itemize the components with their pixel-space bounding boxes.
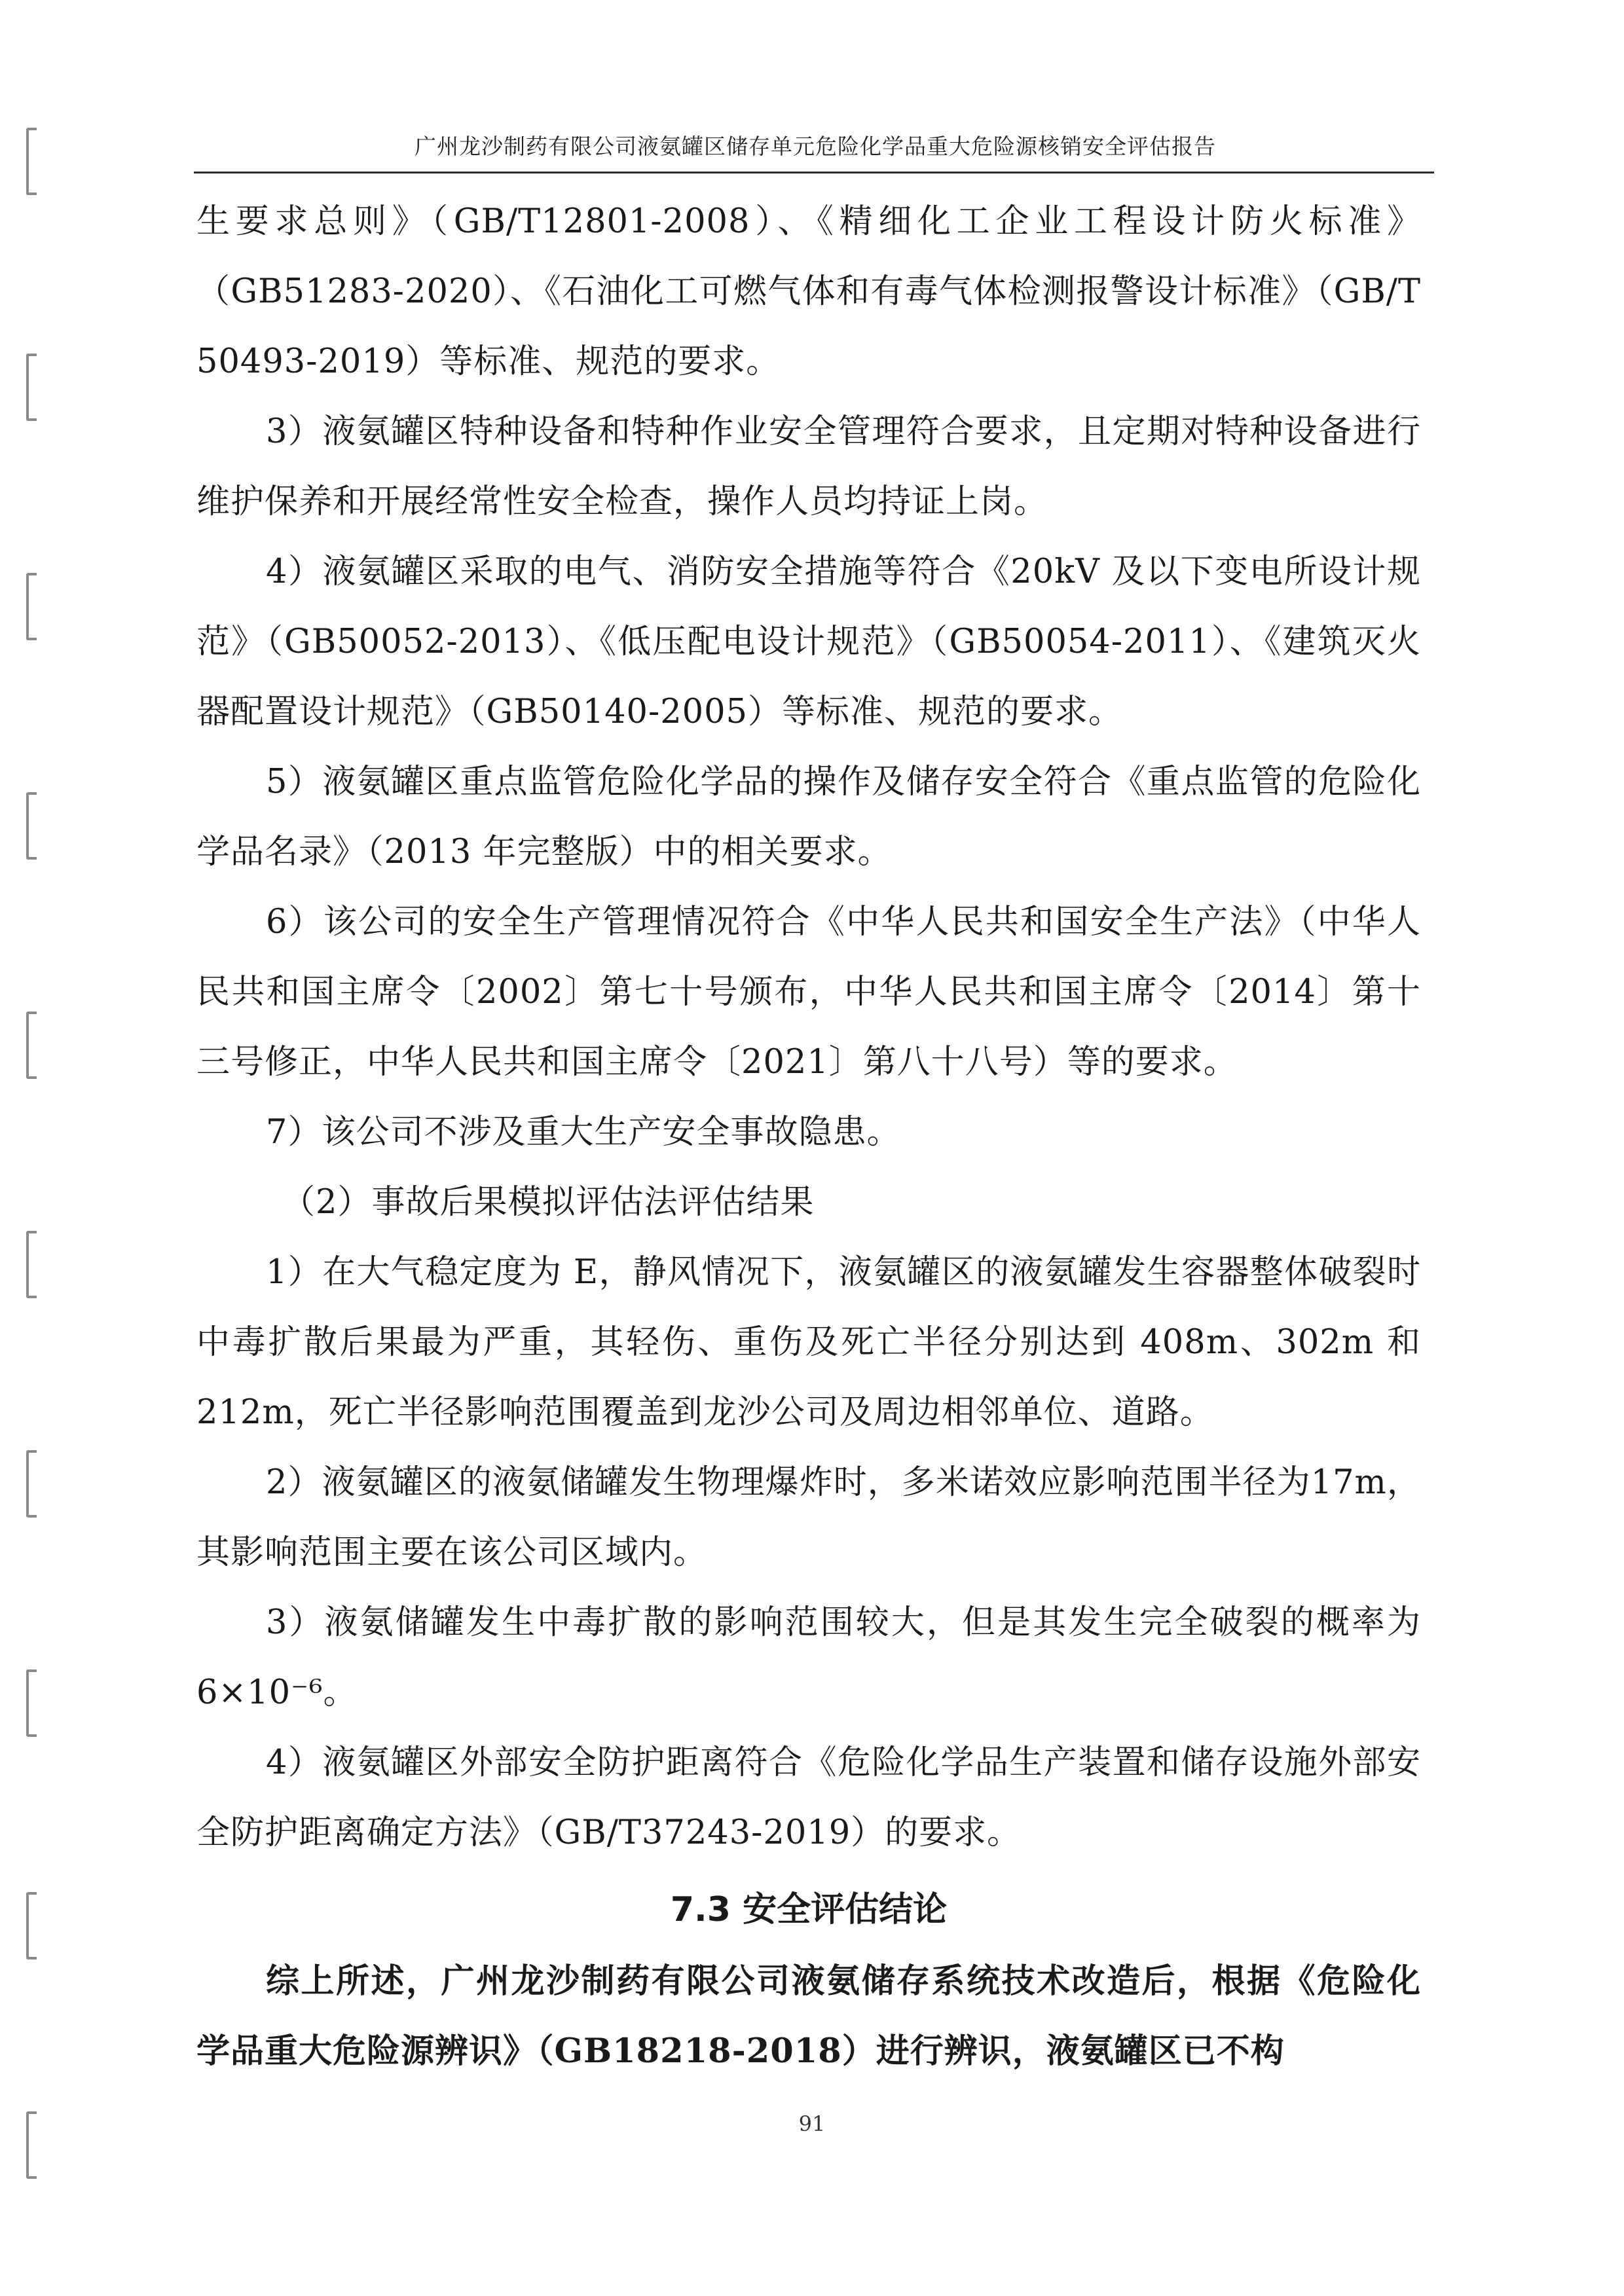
binder-mark <box>26 792 37 860</box>
binder-mark <box>26 1011 37 1079</box>
paragraph-result-4: 4）液氨罐区外部安全防护距离符合《危险化学品生产装置和储存设施外部安全防护距离确定方法》（GB/T37243-2019）的要求。 <box>196 1743 1421 1852</box>
document-body <box>196 187 1421 2086</box>
page-number: 91 <box>798 2111 826 2136</box>
paragraph-item-5: 5）液氨罐区重点监管危险化学品的操作及储存安全符合《重点监管的危险化学品名录》（2013 年完整版）中的相关要求。 <box>196 763 1421 871</box>
paragraph-item-4: 4）液氨罐区采取的电气、消防安全措施等符合《20kV 及以下变电所设计规范》（GB50052-2013）、《低压配电设计规范》（GB50054-2011）、《建筑灭火器配置设计规范》（GB50140-2005）等标准、规范的要求。 <box>196 553 1421 731</box>
running-header: 广州龙沙制药有限公司液氨罐区储存单元危险化学品重大危险源核销安全评估报告 <box>415 134 1216 159</box>
conclusion-paragraph: 综上所述，广州龙沙制药有限公司液氨储存系统技术改造后，根据《危险化学品重大危险源辨识》（GB18218-2018）进行辨识，液氨罐区已不构 <box>196 1961 1421 2071</box>
paragraph-continuation: 生要求总则》（GB/T12801-2008）、《精细化工企业工程设计防火标准》（GB51283-2020）、《石油化工可燃气体和有毒气体检测报警设计标准》（GB/T 50493-2019）等标准、规范的要求。 <box>196 202 1421 381</box>
header-rule <box>194 172 1434 173</box>
paragraph-result-1: 1）在大气稳定度为 E，静风情况下，液氨罐区的液氨罐发生容器整体破裂时中毒扩散后果最为严重，其轻伤、重伤及死亡半径分别达到 408m、302m 和 212m，死亡半径影响范围覆盖到龙沙公司及周边相邻单位、道路。 <box>196 1253 1421 1432</box>
paragraph-result-2: 2）液氨罐区的液氨储罐发生物理爆炸时，多米诺效应影响范围半径为17m，其影响范围主要在该公司区域内。 <box>196 1463 1421 1572</box>
subsection-heading: （2）事故后果模拟评估法评估结果 <box>282 1183 815 1222</box>
binder-mark <box>26 1450 37 1518</box>
paragraph-result-3: 3）液氨储罐发生中毒扩散的影响范围较大，但是其发生完全破裂的概率为 6×10⁻⁶。 <box>196 1603 1421 1712</box>
paragraph-item-6: 6）该公司的安全生产管理情况符合《中华人民共和国安全生产法》（中华人民共和国主席令〔2002〕第七十号颁布，中华人民共和国主席令〔2014〕第十三号修正，中华人民共和国主席令〔2021〕第八十八号）等的要求。 <box>196 903 1421 1082</box>
binder-mark <box>26 573 37 640</box>
binder-mark <box>26 1669 37 1737</box>
paragraph-item-7: 7）该公司不涉及重大生产安全事故隐患。 <box>266 1113 901 1152</box>
binder-mark <box>26 1892 37 1959</box>
section-title: 7.3 安全评估结论 <box>670 1890 948 1929</box>
binder-mark <box>26 128 37 195</box>
binder-mark <box>26 1231 37 1298</box>
paragraph-item-3: 3）液氨罐区特种设备和特种作业安全管理符合要求，且定期对特种设备进行维护保养和开展经常性安全检查，操作人员均持证上岗。 <box>196 412 1421 521</box>
binder-mark <box>26 354 37 421</box>
